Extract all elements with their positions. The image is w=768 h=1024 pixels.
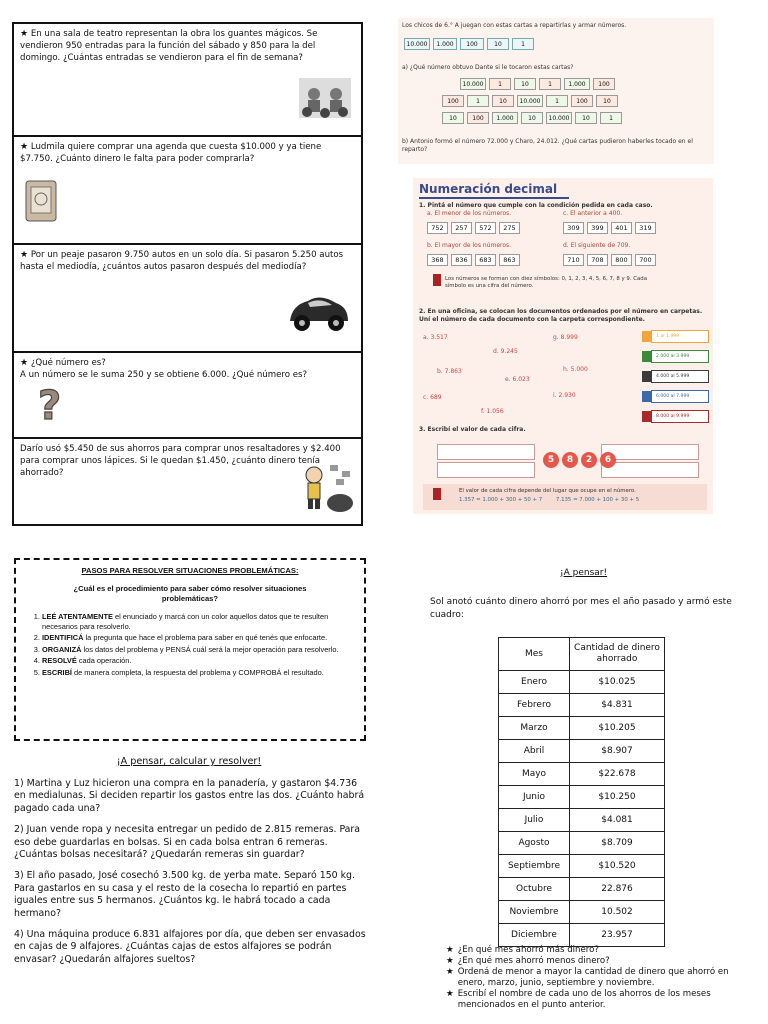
number-card: 10 xyxy=(487,38,509,50)
month-cell: Mayo xyxy=(499,763,570,786)
problem-item: 4) Una máquina produce 6.831 alfajores por día, que deben ser envasados en cajas de 9 alfajores. ¿Cuántas cajas de estos alfajores se podrán envasar? ¿Quedarán alfajores sueltos? xyxy=(14,929,366,965)
savings-table xyxy=(498,637,665,947)
digit-circle: 8 xyxy=(562,452,578,468)
amount-cell: $22.678 xyxy=(570,763,665,786)
question-1: 1. Pintá el número que cumple con la condición pedida en cada caso. xyxy=(419,202,653,209)
steps-title: PASOS PARA RESOLVER SITUACIONES PROBLEMÁTICAS: xyxy=(81,566,299,575)
folder-tab xyxy=(642,331,652,342)
month-cell: Diciembre xyxy=(499,924,570,947)
problem-theater xyxy=(14,24,361,137)
document-label: f. 1.056 xyxy=(481,408,504,415)
question-item xyxy=(446,967,756,989)
answer-box xyxy=(437,462,535,478)
number-box: 257 xyxy=(451,222,472,234)
star-icon: ★ xyxy=(20,29,29,39)
number-box: 275 xyxy=(499,222,520,234)
step-item xyxy=(42,668,364,678)
step-keyword: ORGANIZÁ xyxy=(42,644,82,654)
number-card: 10 xyxy=(492,95,514,107)
number-card: 1.000 xyxy=(564,78,590,90)
amount-cell: $4.831 xyxy=(570,694,665,717)
document-label: b. 7.863 xyxy=(437,368,462,375)
number-box: 399 xyxy=(587,222,608,234)
number-card: 1 xyxy=(512,38,534,50)
folder-tab xyxy=(642,351,652,362)
car-icon xyxy=(286,289,352,335)
problem-text: A un número se le suma 250 y se obtiene 6.000. ¿Qué número es? xyxy=(20,370,308,380)
month-cell: Febrero xyxy=(499,694,570,717)
step-keyword: LEÉ ATENTAMENTE xyxy=(42,612,113,621)
amount-cell: $10.205 xyxy=(570,717,665,740)
question-mark-icon xyxy=(36,383,66,425)
number-card: 10 xyxy=(514,78,536,90)
month-cell: Noviembre xyxy=(499,901,570,924)
number-box: 863 xyxy=(499,254,520,266)
document-label: d. 9.245 xyxy=(493,348,518,355)
note-value: El valor de cada cifra depende del lugar que ocupe en el número. xyxy=(459,488,636,494)
number-card: 100 xyxy=(593,78,615,90)
month-cell: Octubre xyxy=(499,878,570,901)
question-a: a) ¿Qué número obtuvo Dante si le tocaron estas cartas? xyxy=(402,64,574,71)
folder-label: 2.000 al 3.999 xyxy=(656,354,690,359)
digit-circle: 2 xyxy=(581,452,597,468)
question-b: b) Antonio formó el número 72.000 y Charo, 24.012. ¿Qué cartas pudieron haberles tocado en el reparto? xyxy=(402,138,693,153)
problem-text: Darío usó $5.450 de sus ahorros para comprar unos resaltadores y $2.400 para comprar unos lápices. Si le quedan $1.450, ¿cuánto dinero tenía ahorrado? xyxy=(20,444,341,478)
table-row xyxy=(499,855,665,878)
kid-piggybank-icon xyxy=(300,461,356,517)
month-cell: Julio xyxy=(499,809,570,832)
pencil-icon xyxy=(433,274,441,286)
folder-tab xyxy=(642,391,652,402)
step-text: el enunciado y marcá con un color aquellos datos que te resulten necesarios para resolverlo. xyxy=(42,612,329,631)
number-box: 800 xyxy=(611,254,632,266)
agenda-book-icon xyxy=(24,179,58,223)
problems-list xyxy=(14,778,366,975)
document-label: h. 5.000 xyxy=(563,366,588,373)
folder-tab xyxy=(642,411,652,422)
steps-box xyxy=(14,558,366,741)
question-text: ¿En qué mes ahorró menos dinero? xyxy=(457,956,610,966)
question-item xyxy=(446,945,756,956)
number-box: 319 xyxy=(635,222,656,234)
digit-circle: 5 xyxy=(543,452,559,468)
problem-box-column xyxy=(12,22,363,526)
problem-text: Por un peaje pasaron 9.750 autos en un solo día. Si pasaron 5.250 autos hasta el mediodía, ¿cuántos autos pasaron después del mediodía? xyxy=(20,250,344,272)
problem-dario xyxy=(14,439,361,526)
document-label: c. 689 xyxy=(423,394,442,401)
step-text: de manera completa, la respuesta del problema y COMPROBÁ el resultado. xyxy=(71,667,324,677)
section-heading: ¡A pensar, calcular y resolver! xyxy=(116,756,262,767)
number-box: 683 xyxy=(475,254,496,266)
star-icon: ★ xyxy=(446,989,454,999)
number-card: 1 xyxy=(600,112,622,124)
question-item xyxy=(446,989,756,1011)
problem-which-number xyxy=(14,353,361,439)
question-text: Escribí el nombre de cada uno de los ahorros de los meses mencionados en el punto anterior. xyxy=(457,989,711,1010)
answer-box xyxy=(601,462,699,478)
document-label: e. 6.023 xyxy=(505,376,530,383)
column-header-cantidad: Cantidad de dinero ahorrado xyxy=(570,638,665,671)
number-card: 1 xyxy=(467,95,489,107)
number-card: 10 xyxy=(596,95,618,107)
month-cell: Septiembre xyxy=(499,855,570,878)
question-text: ¿En qué mes ahorró más dinero? xyxy=(457,945,599,955)
table-row xyxy=(499,832,665,855)
number-box: 572 xyxy=(475,222,496,234)
star-icon: ★ xyxy=(446,956,454,966)
table-row xyxy=(499,717,665,740)
table-row xyxy=(499,786,665,809)
amount-cell: $8.907 xyxy=(570,740,665,763)
amount-cell: $10.250 xyxy=(570,786,665,809)
label-a: a. El menor de los números. xyxy=(427,210,512,217)
table-row xyxy=(499,671,665,694)
step-item xyxy=(42,633,364,643)
savings-table-wrap xyxy=(498,637,665,947)
document-label: a. 3.517 xyxy=(423,334,448,341)
number-card: 1.000 xyxy=(492,112,518,124)
folder-label: 8.000 al 9.999 xyxy=(656,414,690,419)
table-intro: Sol anotó cuánto dinero ahorró por mes el año pasado y armó este cuadro: xyxy=(430,597,732,620)
document-label: i. 2.930 xyxy=(553,392,576,399)
cards-exercise xyxy=(398,18,714,164)
folder xyxy=(651,410,709,423)
note-digits: Los números se forman con diez símbolos: 0, 1, 2, 3, 4, 5, 6, 7, 8 y 9. Cada símbolo es una cifra del número. xyxy=(445,276,648,289)
title-underline xyxy=(419,197,569,199)
number-box: 700 xyxy=(635,254,656,266)
step-text: la pregunta que hace el problema para saber en qué tenés que enfocarte. xyxy=(83,633,328,643)
problem-title: ¿Qué número es? xyxy=(30,358,106,368)
number-box: 752 xyxy=(427,222,448,234)
problem-item: 3) El año pasado, José cosechó 3.500 kg. de yerba mate. Separó 150 kg. Para gastarlos en su casa y el resto de la cosecha lo repartió en partes iguales entre sus 5 hermanos. ¿Cuántos kg. le habrá tocado a cada hermano? xyxy=(14,870,355,919)
table-body xyxy=(499,671,665,947)
number-card: 1.000 xyxy=(433,38,457,50)
label-d: d. El siguiente de 709. xyxy=(563,242,631,249)
number-card: 10.000 xyxy=(517,95,543,107)
number-card: 100 xyxy=(571,95,593,107)
problem-text: En una sala de teatro representan la obra los guantes mágicos. Se vendieron 950 entradas para la función del sábado y 850 para la del domingo. ¿Cuántas entradas se vendieron para el fin de semana? xyxy=(20,29,318,63)
problem-text: Ludmila quiere comprar una agenda que cuesta $10.000 y ya tiene $7.750. ¿Cuánto dinero le falta para poder comprarla? xyxy=(20,142,322,164)
steps-list xyxy=(16,612,364,678)
table-row xyxy=(499,901,665,924)
folder xyxy=(651,370,709,383)
table-row xyxy=(499,694,665,717)
amount-cell: $10.520 xyxy=(570,855,665,878)
problem-toll xyxy=(14,245,361,353)
number-card: 1 xyxy=(539,78,561,90)
month-cell: Marzo xyxy=(499,717,570,740)
pencil-icon xyxy=(433,488,441,500)
value-note-panel xyxy=(423,484,707,510)
star-icon: ★ xyxy=(20,250,29,260)
table-row xyxy=(499,924,665,947)
number-card: 1 xyxy=(546,95,568,107)
amount-cell: $10.025 xyxy=(570,671,665,694)
section-heading: ¡A pensar! xyxy=(560,568,608,578)
folder xyxy=(651,330,709,343)
folder-tab xyxy=(642,371,652,382)
question-2: 2. En una oficina, se colocan los documentos ordenados por el número en carpetas. Uní el número de cada documento con la carpeta correspondiente. xyxy=(419,308,703,323)
amount-cell: 22.876 xyxy=(570,878,665,901)
example-line: 1.357 = 1.000 + 300 + 50 + 7 7.135 = 7.000 + 100 + 30 + 5 xyxy=(459,497,640,503)
page-title: Numeración decimal xyxy=(419,182,558,196)
label-c: c. El anterior a 400. xyxy=(563,210,623,217)
step-text: cada operación. xyxy=(76,656,132,666)
month-cell: Enero xyxy=(499,671,570,694)
number-box: 309 xyxy=(563,222,584,234)
number-card: 100 xyxy=(460,38,484,50)
number-box: 708 xyxy=(587,254,608,266)
answer-box xyxy=(437,444,535,460)
problem-item: 2) Juan vende ropa y necesita entregar un pedido de 2.815 remeras. Para eso debe guardarlas en bolsas. Si en cada bolsa entran 6 remeras. ¿Cuántas bolsas necesitará? ¿Quedarán remeras sin guardar? xyxy=(14,824,361,861)
star-icon: ★ xyxy=(446,967,454,977)
table-row xyxy=(499,740,665,763)
star-icon: ★ xyxy=(20,358,29,368)
questions-list xyxy=(446,945,756,1011)
month-cell: Junio xyxy=(499,786,570,809)
step-item xyxy=(42,656,364,666)
number-box: 401 xyxy=(611,222,632,234)
star-icon: ★ xyxy=(20,142,29,152)
number-card: 10.000 xyxy=(404,38,430,50)
number-card: 10 xyxy=(575,112,597,124)
table-row xyxy=(499,763,665,786)
number-card: 10 xyxy=(521,112,543,124)
number-card: 100 xyxy=(467,112,489,124)
label-b: b. El mayor de los números. xyxy=(427,242,512,249)
step-keyword: ESCRIBÍ xyxy=(42,667,72,677)
folder-label: 6.000 al 7.999 xyxy=(656,394,690,399)
number-card: 10.000 xyxy=(460,78,486,90)
month-cell: Agosto xyxy=(499,832,570,855)
table-header-row xyxy=(499,638,665,671)
theater-audience-icon xyxy=(299,78,351,118)
question-text: Ordená de menor a mayor la cantidad de dinero que ahorró en enero, marzo, junio, septiembre y noviembre. xyxy=(457,967,729,988)
folder-label: 1 al 1.999 xyxy=(656,334,680,339)
amount-cell: 23.957 xyxy=(570,924,665,947)
steps-question: ¿Cuál es el procedimiento para saber cómo resolver situaciones problemáticas? xyxy=(73,584,307,603)
svg-text:?: ? xyxy=(38,383,62,425)
document-label: g. 8.999 xyxy=(553,334,578,341)
step-item xyxy=(42,612,364,631)
amount-cell: $4.081 xyxy=(570,809,665,832)
problem-agenda xyxy=(14,137,361,245)
question-item xyxy=(446,956,756,967)
column-header-mes: Mes xyxy=(499,638,570,671)
number-card: 10 xyxy=(442,112,464,124)
number-card: 1 xyxy=(489,78,511,90)
step-item xyxy=(42,645,364,655)
number-card: 10.000 xyxy=(546,112,572,124)
numeracion-decimal-page xyxy=(413,178,713,514)
folder xyxy=(651,390,709,403)
number-card: 100 xyxy=(442,95,464,107)
amount-cell: 10.502 xyxy=(570,901,665,924)
month-cell: Abril xyxy=(499,740,570,763)
digit-circle: 6 xyxy=(600,452,616,468)
number-box: 710 xyxy=(563,254,584,266)
cards-intro: Los chicos de 6.° A juegan con estas cartas a repartirlas y armar números. xyxy=(402,22,627,29)
step-keyword: IDENTIFICÁ xyxy=(42,633,84,643)
problem-item: 1) Martina y Luz hicieron una compra en la panadería, y gastaron $4.736 en medialunas. Si deciden repartir los gastos entre las dos. ¿Cuánto habrá pagado cada una? xyxy=(14,778,365,814)
question-3: 3. Escribí el valor de cada cifra. xyxy=(419,426,526,433)
folder-label: 4.000 al 5.999 xyxy=(656,374,690,379)
number-box: 368 xyxy=(427,254,448,266)
folder xyxy=(651,350,709,363)
table-row xyxy=(499,878,665,901)
number-box: 836 xyxy=(451,254,472,266)
star-icon: ★ xyxy=(446,945,454,955)
table-row xyxy=(499,809,665,832)
amount-cell: $8.709 xyxy=(570,832,665,855)
step-text: los datos del problema y PENSÁ cuál será la mejor operación para resolverlo. xyxy=(81,644,339,654)
step-keyword: RESOLVÉ xyxy=(42,656,77,666)
